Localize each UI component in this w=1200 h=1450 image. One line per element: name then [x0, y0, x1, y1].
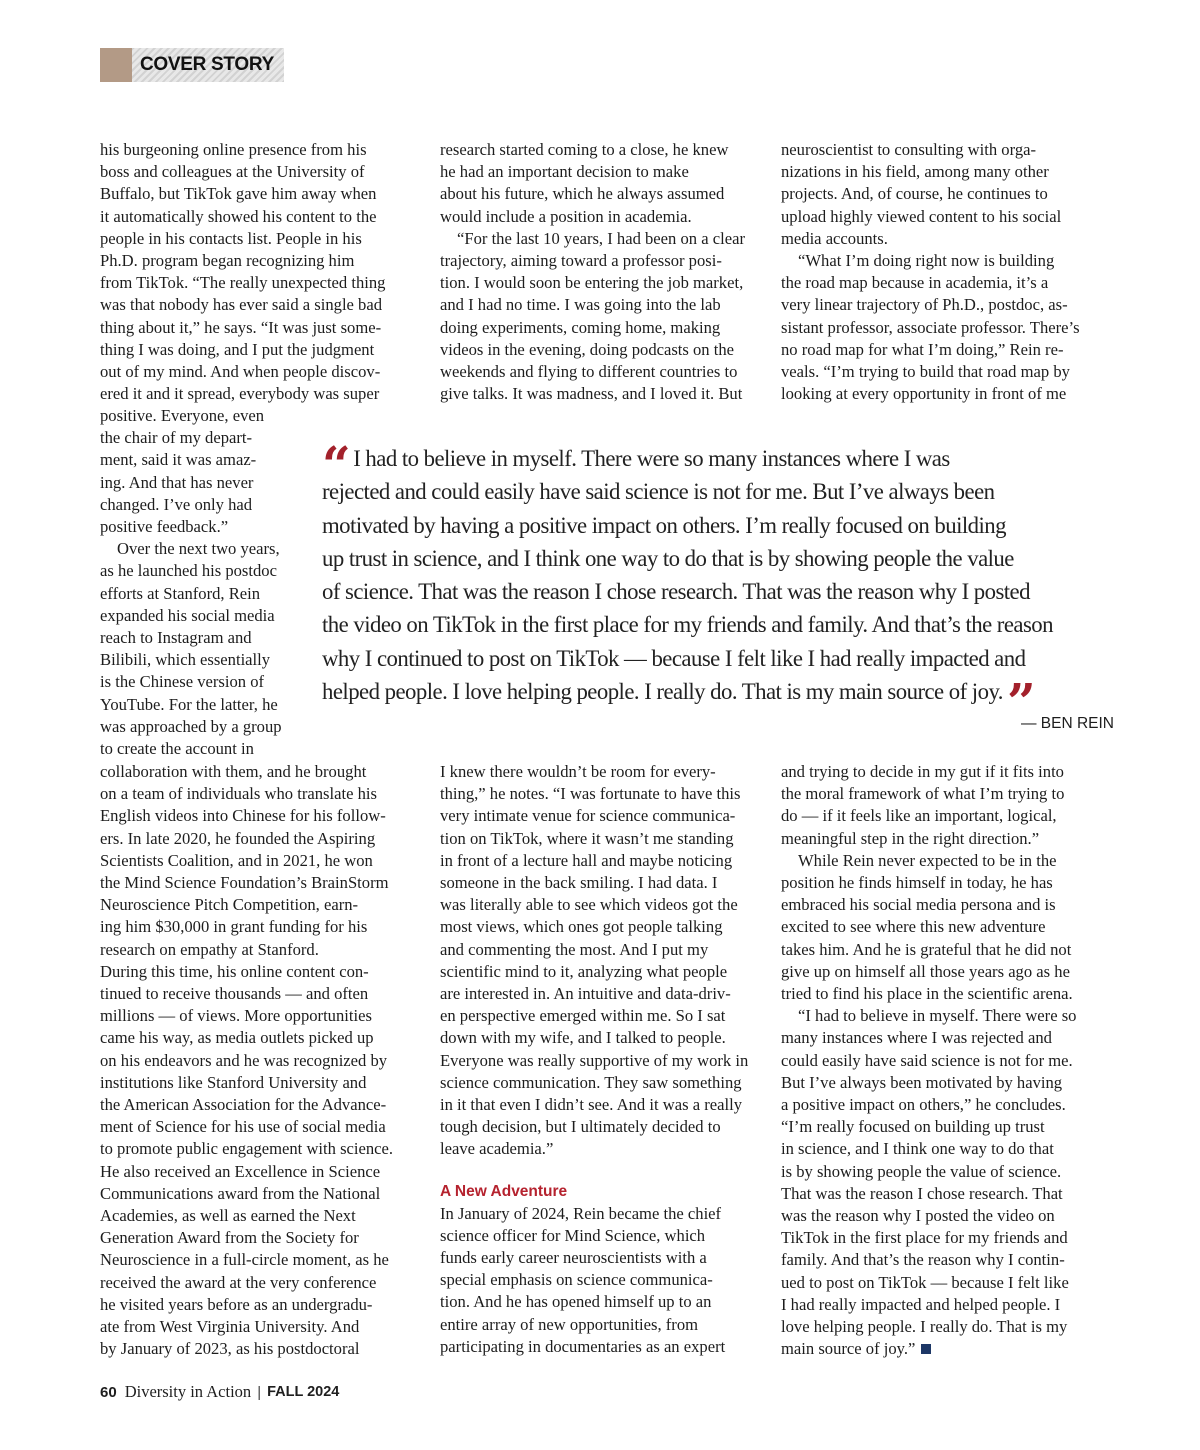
subheading: A New Adventure: [440, 1182, 568, 1200]
column-1-wrap: [100, 405, 296, 760]
publication-name: Diversity in Action: [124, 1382, 252, 1401]
paragraph-text: “I had to believe in myself. There were so many instances where I was rejected and could easily have said science is not for me. But I’ve always been motivated by having a positive impact on others,” he concludes. “I’m really focused on building up trust in science, and I think one way to do that is by showing people the value of science. That was the reason I chose research. That was the reason why I posted the video on TikTok in the first place for my friends and family. And that’s the reason why I contin- ued to post on TikTok — because I felt like I had really impacted and helped people. I love helping people. I really do. That is my main source of joy.”: [781, 1006, 1077, 1359]
paragraph: collaboration with them, and he brought on a team of individuals who translate his English videos into Chinese for his follow- ers. In late 2020, he founded the Aspiring Scientists Coalition, and in 2021, he won the Mind Science Foundation’s BrainStorm Neuroscience Pitch Competition, earn- ing him $30,000 in grant funding for his research on empathy at Stanford.: [100, 762, 389, 959]
column-2-bottom: [440, 761, 760, 1358]
issue-label: FALL 2024: [267, 1384, 340, 1400]
paragraph: During this time, his online content con- tinued to receive thousands — and often millions — of views. More opportunities came his way, as media outlets picked up on his endeavors and he was recognized by institutions like Stanford University and the American Association for the Advance- ment of Science for his use of social media to promote public engagement with science. He also received an Excellence in Science Communications award from the National Academies, as well as earned the Next Generation Award from the Society for Neuroscience in a full-circle moment, as he received the award at the very conference he visited years before as an undergradu- ate from West Virginia University. And by January of 2023, as his postdoctoral: [100, 961, 394, 1359]
paragraph: research started coming to a close, he knew he had an important decision to make about his future, which he always assumed would include a position in academia.: [440, 140, 729, 226]
paragraph: and trying to decide in my gut if it fits into the moral framework of what I’m trying to do — if it feels like an important, logical, meaningful step in the right direction.”: [781, 762, 1065, 848]
section-label: COVER STORY: [132, 48, 284, 82]
paragraph: In January of 2024, Rein became the chief science officer for Mind Science, which funds early career neuroscientists with a special emphasis on science communica- tion. And he has opened himself up to an entire array of new opportunities, from participating in documentaries as an expert: [440, 1203, 726, 1356]
paragraph: “What I’m doing right now is building the road map because in academia, it’s a very linear trajectory of Ph.D., postdoc, as- sistant professor, associate professor. There’s no road map for what I’m doing,” Rein re- veals. “I’m trying to build that road map by looking at every opportunity in front of me: [781, 251, 1080, 404]
page-footer: [100, 1382, 339, 1402]
column-3-bottom: [781, 761, 1103, 1360]
column-1-bottom: [100, 761, 412, 1360]
column-1-top: [100, 139, 412, 405]
paragraph: While Rein never expected to be in the position he finds himself in today, he has embraced his social media persona and is excited to see where this new adventure takes him. And he is grateful that he did not give up on himself all those years ago as he tried to find his place in the scientific arena.: [781, 850, 1073, 1004]
paragraph: “For the last 10 years, I had been on a clear trajectory, aiming toward a professor posi- tion. I would soon be entering the job market, and I had no time. I was going into the lab doing experiments, coming home, making videos in the evening, doing podcasts on the weekends and flying to different countries to give talks. It was madness, and I loved it. But: [440, 228, 745, 404]
paragraph: neuroscientist to consulting with orga- nizations in his field, among many other projects. And, of course, he continues to upload highly viewed content to his social media accounts.: [781, 140, 1062, 248]
paragraph: Over the next two years, as he launched his postdoc efforts at Stanford, Rein expanded his social media reach to Instagram and Bilibili, which essentially is the Chinese version of YouTube. For the latter, he was approached by a group to create the account in: [100, 539, 282, 759]
paragraph: I knew there wouldn’t be room for every- thing,” he notes. “I was fortunate to have this very intimate venue for science communica- tion on TikTok, where it wasn’t me standing in front of a lecture hall and maybe noticing someone in the back smiling. I had data. I was literally able to see which videos got the most views, which ones got people talking and commenting the most. And I put my scientific mind to it, analyzing what people are interested in. An intuitive and data-driv- en perspective emerged within me. So I sat down with my wife, and I talked to people. Everyone was really supportive of my work in science communication. They saw something in it that even I didn’t see. And it was a really tough decision, but I ultimately decided to leave academia.”: [440, 762, 749, 1159]
end-mark-icon: [921, 1344, 931, 1354]
pull-quote-attribution: — BEN REIN: [1020, 715, 1114, 732]
section-tag-swatch: [100, 48, 132, 82]
pull-quote-lines: I had to believe in myself. There were so many instances where I was rejected and could easily have said science is not for me. But I’ve always been motivated by having a positive impact on others. I’m really focused on building up trust in science, and I think one way to do that is by showing people the value of science. That was the reason I chose research. That was the reason why I posted the video on TikTok in the first place for my friends and family. And that’s the reason why I continued to post on TikTok — because I felt like I had really impacted and helped people. I love helping people. I really do. That is my main source of joy.: [322, 446, 1053, 705]
paragraph: positive. Everyone, even the chair of my depart- ment, said it was amaz- ing. And that has never changed. I’ve only had positive feedback.”: [100, 406, 265, 537]
footer-separator: |: [257, 1383, 262, 1401]
pull-quote: [322, 435, 1114, 732]
paragraph: [781, 1005, 1103, 1360]
pull-quote-text: “ I had to believe in myself. There were so many instances where I was rejected and could easily have said science is not for me. But I’ve always been motivated by having a positive impact on others. I’m really focused on building up trust in science, and I think one way to do that is by showing people the value of science. That was the reason I chose research. That was the reason why I posted the video on TikTok in the first place for my friends and family. And that’s the reason why I continued to post on TikTok — because I felt like I had really impacted and helped people. I love helping people. I really do. That is my main source of joy.”: [322, 435, 1053, 732]
section-tag: [100, 48, 284, 82]
paragraph: his burgeoning online presence from his boss and colleagues at the University of Buffalo, but TikTok gave him away when it automatically showed his content to the people in his contacts list. People in his Ph.D. program began recognizing him from TikTok. “The really unexpected thing was that nobody has ever said a single bad thing about it,” he says. “It was just some- thing I was doing, and I put the judgment out of my mind. And when people discov- ered it and it spread, everybody was super: [100, 140, 386, 404]
page-number: 60: [100, 1383, 117, 1401]
column-2-top: [440, 139, 760, 405]
column-3-top: [781, 139, 1103, 405]
